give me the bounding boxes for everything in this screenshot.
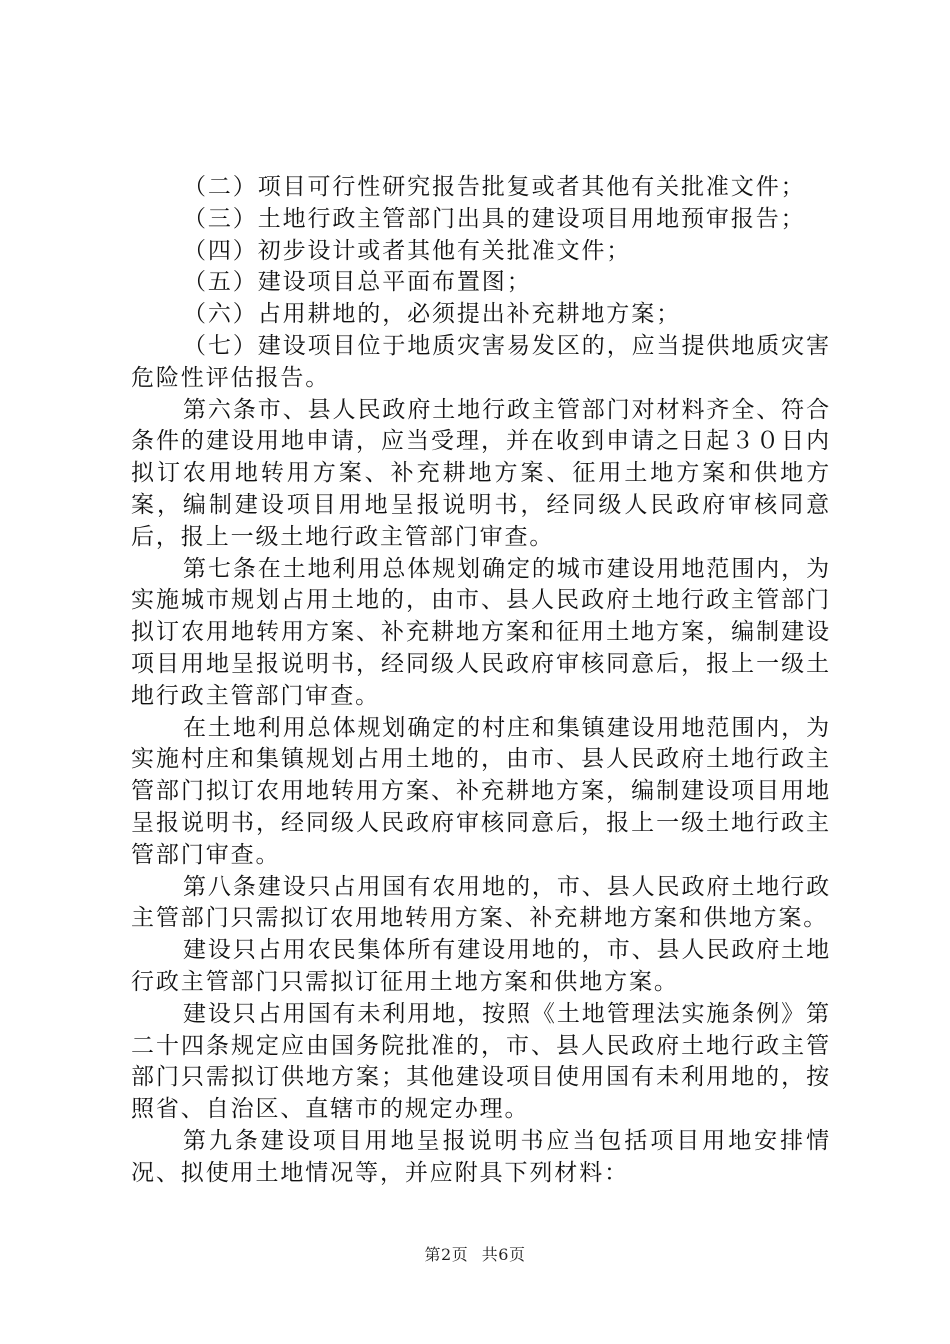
paragraph-item-3: （三）土地行政主管部门出具的建设项目用地预审报告；	[183, 205, 806, 232]
paragraph-item-6: （六）占用耕地的，必须提出补充耕地方案；	[183, 301, 681, 328]
paragraph-item-4: （四）初步设计或者其他有关批准文件；	[183, 237, 632, 264]
document-body	[131, 172, 831, 1190]
page-total: 共6页	[481, 1245, 526, 1264]
paragraph-article-7: 第七条在土地利用总体规划确定的城市建设用地范围内，为实施城市规划占用土地的，由市、县人民政府土地行政主管部门拟订农用地转用方案、补充耕地方案和征用土地方案，编制建设项目用地呈报说明书，经同级人民政府审核同意后，报上一级土地行政主管部门审查。	[131, 555, 831, 709]
paragraph-item-2: （二）项目可行性研究报告批复或者其他有关批准文件；	[183, 174, 806, 200]
paragraph-item-5: （五）建设项目总平面布置图；	[183, 269, 532, 296]
paragraph-article-8: 第八条建设只占用国有农用地的，市、县人民政府土地行政主管部门只需拟订农用地转用方案、补充耕地方案和供地方案。	[131, 873, 831, 932]
paragraph-article-8-unused: 建设只占用国有未利用地，按照《土地管理法实施条例》第二十四条规定应由国务院批准的，市、县人民政府土地行政主管部门只需拟订供地方案；其他建设项目使用国有未利用地的，按照省、自治区、直辖市的规定办理。	[131, 1000, 831, 1123]
paragraph-article-7-village: 在土地利用总体规划确定的村庄和集镇建设用地范围内，为实施村庄和集镇规划占用土地的，由市、县人民政府土地行政主管部门拟订农用地转用方案、补充耕地方案，编制建设项目用地呈报说明书，经同级人民政府审核同意后，报上一级土地行政主管部门审查。	[131, 714, 831, 868]
paragraph-article-9: 第九条建设项目用地呈报说明书应当包括项目用地安排情况、拟使用土地情况等，并应附具下列材料：	[131, 1127, 831, 1186]
page-footer	[0, 1242, 950, 1265]
paragraph-article-6: 第六条市、县人民政府土地行政主管部门对材料齐全、符合条件的建设用地申请，应当受理，并在收到申请之日起３０日内拟订农用地转用方案、补充耕地方案、征用土地方案和供地方案，编制建设项目用地呈报说明书，经同级人民政府审核同意后，报上一级土地行政主管部门审查。	[131, 396, 831, 550]
paragraph-article-8-collective: 建设只占用农民集体所有建设用地的，市、县人民政府土地行政主管部门只需拟订征用土地方案和供地方案。	[131, 937, 831, 995]
page-number: 第2页	[424, 1245, 469, 1264]
paragraph-item-7: （七）建设项目位于地质灾害易发区的，应当提供地质灾害危险性评估报告。	[131, 332, 831, 391]
